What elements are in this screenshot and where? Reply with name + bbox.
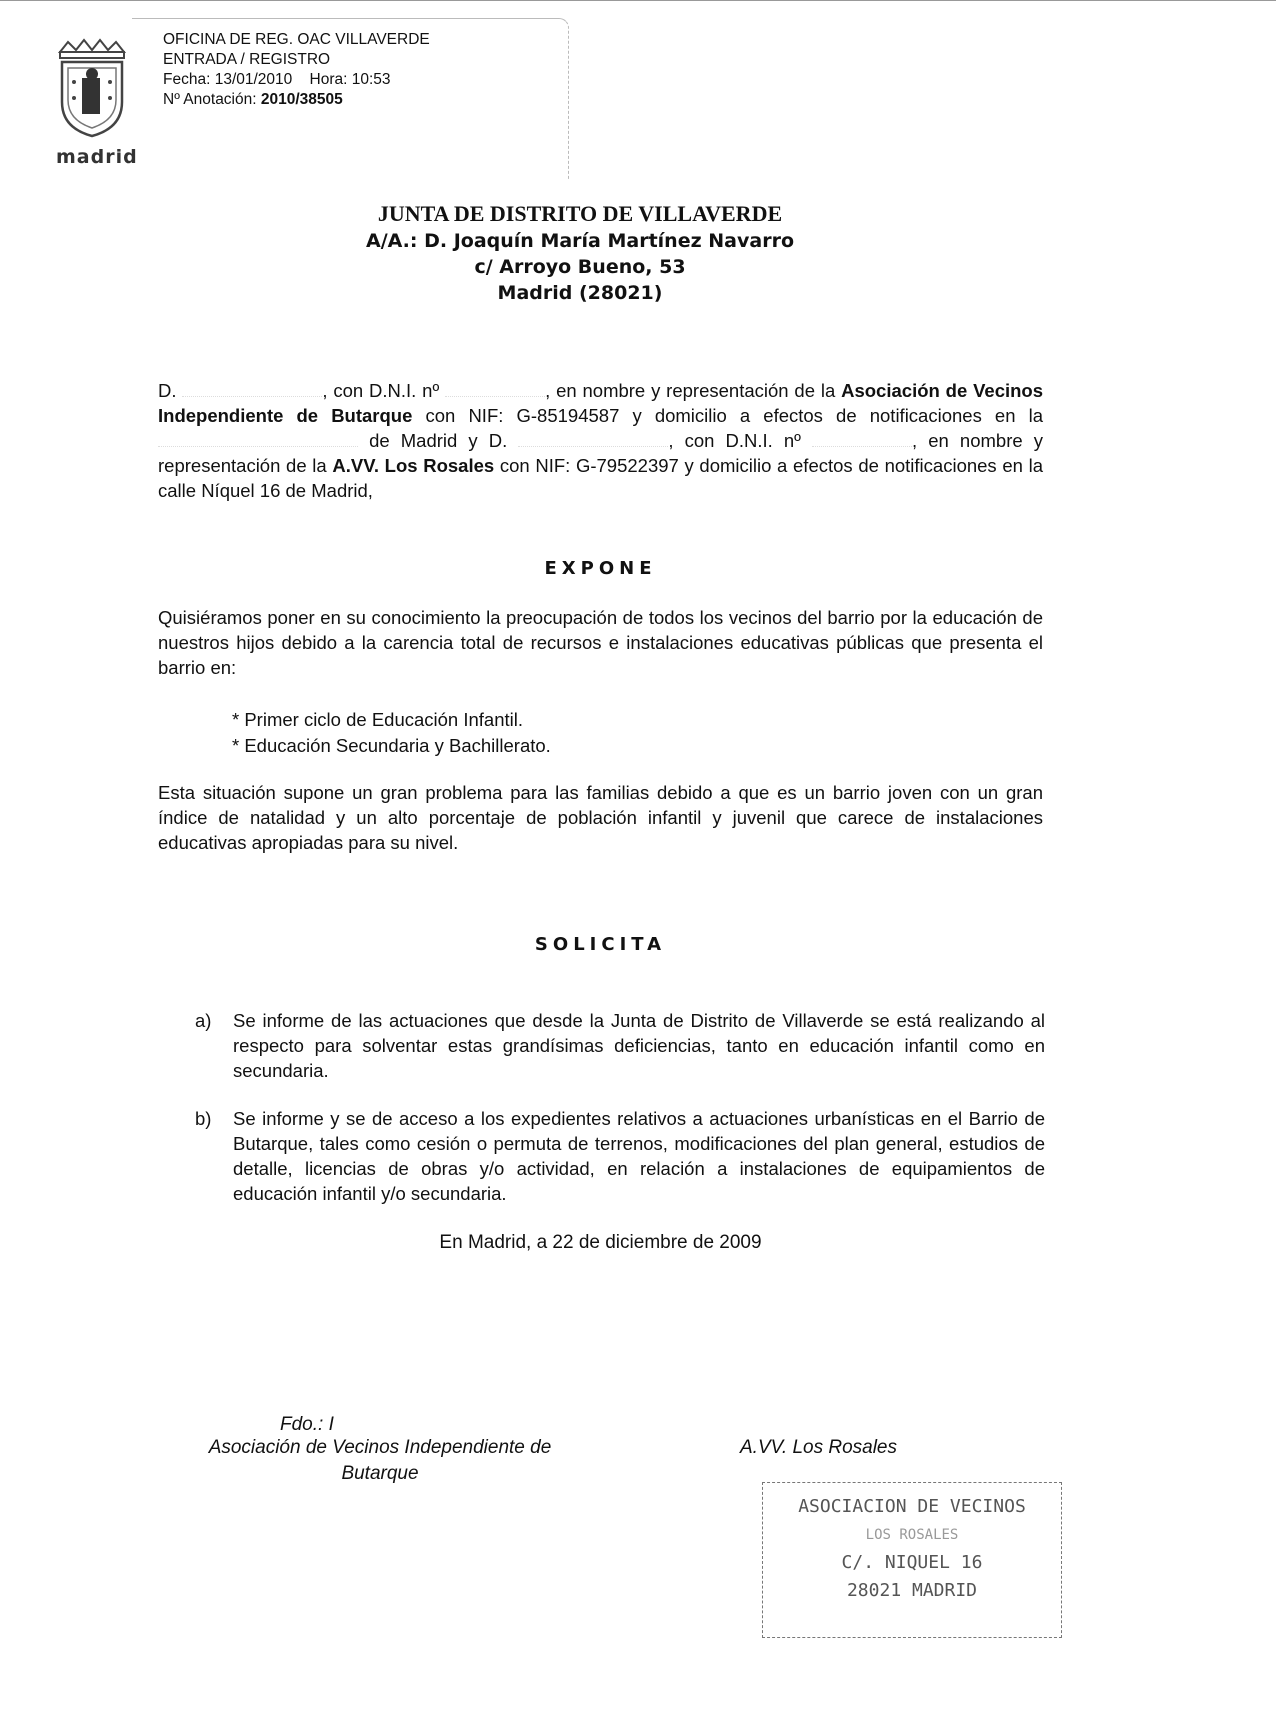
expone-paragraph-2: Esta situación supone un gran problema para las familias debido a que es un barrio joven con un gran índice de natalidad y un alto porcentaje de población infantil y juvenil que carece de instalaciones educativas apropiadas para su nivel. xyxy=(158,782,1043,853)
solicita-heading: SOLICITA xyxy=(534,934,667,955)
registro-anotacion: 2010/38505 xyxy=(260,91,343,108)
registro-hora: 10:53 xyxy=(351,71,391,88)
intro-p1c: , en nombre y representación de la xyxy=(545,380,836,401)
intro-p1b: , con D.N.I. nº xyxy=(322,380,440,401)
solicita-item-a xyxy=(195,1008,1045,1083)
redacted-dni-1 xyxy=(445,382,545,397)
registro-fecha-line xyxy=(163,70,430,90)
registro-fecha-label: Fecha: xyxy=(163,71,211,88)
madrid-crest-icon xyxy=(52,38,132,138)
registro-anotacion-label: Nº Anotación: xyxy=(163,91,257,108)
expone-bullet-2: * Educación Secundaria y Bachillerato. xyxy=(232,735,551,756)
solicita-item-letter: a) xyxy=(195,1010,212,1031)
intro-p6: con NIF: G-79522397 y domicilio a efectos de notificaciones en la calle Níquel 16 de Madrid, xyxy=(158,455,1043,501)
intro-p2: con NIF: G-85194587 y domicilio a efectos de notificaciones en la xyxy=(425,405,1044,426)
redacted-name-1 xyxy=(182,382,322,397)
expone-heading: EXPONE xyxy=(544,558,657,579)
registro-anotacion-line xyxy=(163,90,430,110)
page-top-edge xyxy=(0,0,1276,5)
recipient-block xyxy=(200,200,960,306)
intro-assoc1: Asociación de Vecinos Independiente de Butarque xyxy=(158,380,1044,426)
registro-fecha: 13/01/2010 xyxy=(214,71,293,88)
signature-left-fdo: Fdo.: I xyxy=(280,1414,334,1435)
registro-hora-label: Hora: xyxy=(309,71,348,88)
association-stamp xyxy=(762,1482,1062,1638)
intro-p4: , con D.N.I. nº xyxy=(668,430,801,451)
recipient-line4: Madrid (28021) xyxy=(497,282,663,304)
signature-left-org xyxy=(150,1435,610,1487)
letter-date: En Madrid, a 22 de diciembre de 2009 xyxy=(439,1232,762,1253)
registro-tipo: ENTRADA / REGISTRO xyxy=(163,51,331,68)
redacted-name-2 xyxy=(518,432,668,447)
intro-p5: , en nombre y representación de la xyxy=(158,430,1043,476)
recipient-line2: A/A.: D. Joaquín María Martínez Navarro xyxy=(365,230,794,252)
intro-p3: de Madrid y D. xyxy=(369,430,508,451)
intro-p1a: D. xyxy=(158,380,177,401)
recipient-line1: JUNTA DE DISTRITO DE VILLAVERDE xyxy=(377,201,783,226)
recipient-line3: c/ Arroyo Bueno, 53 xyxy=(474,256,686,278)
expone-paragraph-1: Quisiéramos poner en su conocimiento la preocupación de todos los vecinos del barrio por la educación de nuestros hijos debido a la carencia total de recursos e instalaciones educativas públicas que presenta el barrio en: xyxy=(158,607,1043,678)
stamp-line4: 28021 MADRID xyxy=(846,1580,978,1601)
signature-left-line2: Butarque xyxy=(341,1463,419,1484)
solicita-item-text: Se informe y se de acceso a los expedientes relativos a actuaciones urbanísticas en el Barrio de Butarque, tales como cesión o permuta de terrenos, modificaciones del plan general, estudios de detalle, licencias de obras y/o actividad, en relación a instalaciones de equipamientos de educación infantil y/o secundaria. xyxy=(233,1108,1045,1204)
solicita-item-letter: b) xyxy=(195,1108,212,1129)
expone-bullet-1: * Primer ciclo de Educación Infantil. xyxy=(232,709,523,730)
redacted-dni-2 xyxy=(812,432,912,447)
signature-right-org: A.VV. Los Rosales xyxy=(740,1437,898,1458)
intro-paragraph xyxy=(158,378,1043,503)
solicita-item-text: Se informe de las actuaciones que desde la Junta de Distrito de Villaverde se está realizando al respecto para solventar estas grandísimas deficiencias, tanto en educación infantil como en secundaria. xyxy=(233,1010,1045,1081)
signature-left-line1: Asociación de Vecinos Independiente de xyxy=(208,1437,552,1458)
stamp-line2: LOS ROSALES xyxy=(865,1527,959,1543)
registration-stamp xyxy=(163,30,430,110)
stamp-line1: ASOCIACION DE VECINOS xyxy=(798,1496,1026,1517)
madrid-logo-word: madrid xyxy=(56,146,138,168)
redacted-address xyxy=(158,432,358,447)
intro-assoc2: A.VV. Los Rosales xyxy=(332,455,495,476)
solicita-item-b xyxy=(195,1106,1045,1206)
stamp-line3: C/. NIQUEL 16 xyxy=(841,1552,983,1573)
registro-oficina: OFICINA DE REG. OAC VILLAVERDE xyxy=(163,31,430,48)
